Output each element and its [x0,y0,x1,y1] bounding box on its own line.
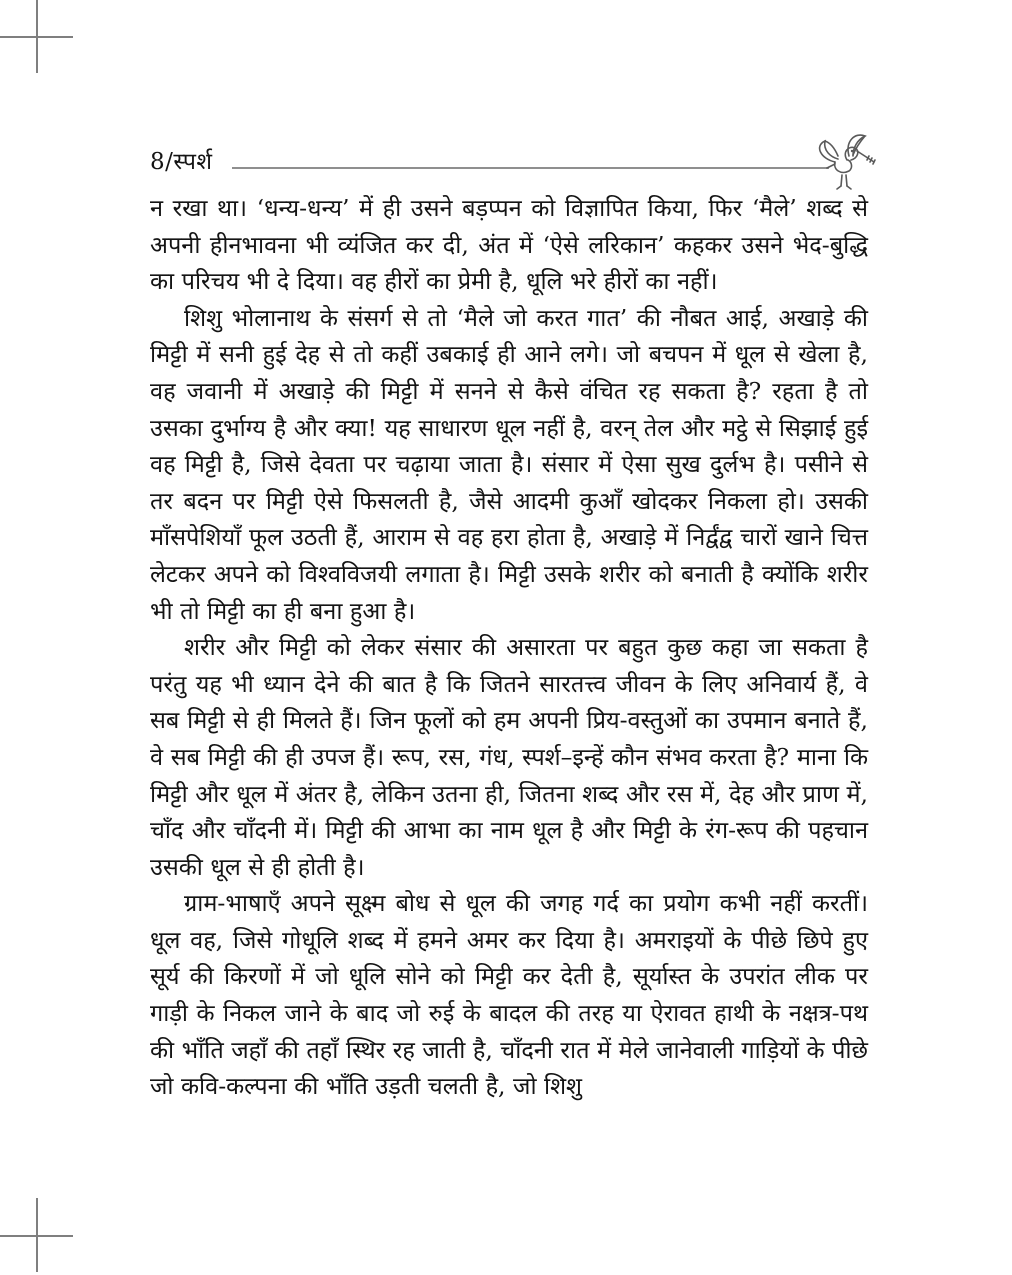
paragraph-4: ग्राम-भाषाएँ अपने सूक्ष्म बोध से धूल की जगह गर्द का प्रयोग कभी नहीं करतीं। धूल वह, जिसे गोधूलि शब्द में हमने अमर कर दिया है। अमराइयों के पीछे छिपे हुए सूर्य की किरणों में जो धूलि सोने को मिट्टी कर देती है, सूर्यास्त के उपरांत लीक पर गाड़ी के निकल जाने के बाद जो रुई के बादल की तरह या ऐरावत हाथी के नक्षत्र-पथ की भाँति जहाँ की तहाँ स्थिर रह जाती है, चाँदनी रात में मेले जानेवाली गाड़ियों के पीछे जो कवि-कल्पना की भाँति उड़ती चलती है, जो शिशु [150,889,868,1101]
header-rule [232,167,829,169]
chapter-text [150,190,868,1105]
crop-mark-top-left-horizontal [0,36,73,38]
crop-mark-bottom-left-horizontal [0,1235,73,1237]
bird-sketch-icon [811,129,885,193]
page-number-label: 8/स्पर्श [150,149,213,175]
paragraph-2: शिशु भोलानाथ के संसर्ग से तो ‘मैले जो करत गात’ की नौबत आई, अखाड़े की मिट्टी में सनी हुई देह से तो कहीं उबकाई ही आने लगे। जो बचपन में धूल से खेला है, वह जवानी में अखाड़े की मिट्टी में सनने से कैसे वंचित रह सकता है? रहता है तो उसका दुर्भाग्य है और क्या! यह साधारण धूल नहीं है, वरन् तेल और मट्ठे से सिझाई हुई वह मिट्टी है, जिसे देवता पर चढ़ाया जाता है। संसार में ऐसा सुख दुर्लभ है। पसीने से तर बदन पर मिट्टी ऐसे फिसलती है, जैसे आदमी कुआँ खोदकर निकला हो। उसकी माँसपेशियाँ फूल उठती हैं, आराम से वह हरा होता है, अखाड़े में निर्द्वंद्व चारों खाने चित्त लेटकर अपने को विश्वविजयी लगाता है। मिट्टी उसके शरीर को बनाती है क्योंकि शरीर भी तो मिट्टी का ही बना हुआ है। [150,303,869,625]
paragraph-1: न रखा था। ‘धन्य-धन्य’ में ही उसने बड़प्पन को विज्ञापित किया, फिर ‘मैले’ शब्द से अपनी हीनभावना भी व्यंजित कर दी, अंत में ‘ऐसे लरिकान’ कहकर उसने भेद-बुद्धि का परिचय भी दे दिया। वह हीरों का प्रेमी है, धूलि भरे हीरों का नहीं। [150,194,868,296]
paragraph-3: शरीर और मिट्टी को लेकर संसार की असारता पर बहुत कुछ कहा जा सकता है परंतु यह भी ध्यान देने की बात है कि जितने सारतत्त्व जीवन के लिए अनिवार्य हैं, वे सब मिट्टी से ही मिलते हैं। जिन फूलों को हम अपनी प्रिय-वस्तुओं का उपमान बनाते हैं, वे सब मिट्टी की ही उपज हैं। रूप, रस, गंध, स्पर्श–इन्हें कौन संभव करता है? माना कि मिट्टी और धूल में अंतर है, लेकिन उतना ही, जितना शब्द और रस में, देह और प्राण में, चाँद और चाँदनी में। मिट्टी की आभा का नाम धूल है और मिट्टी के रंग-रूप की पहचान उसकी धूल से ही होती है। [150,633,868,881]
bird-eye [851,150,853,152]
